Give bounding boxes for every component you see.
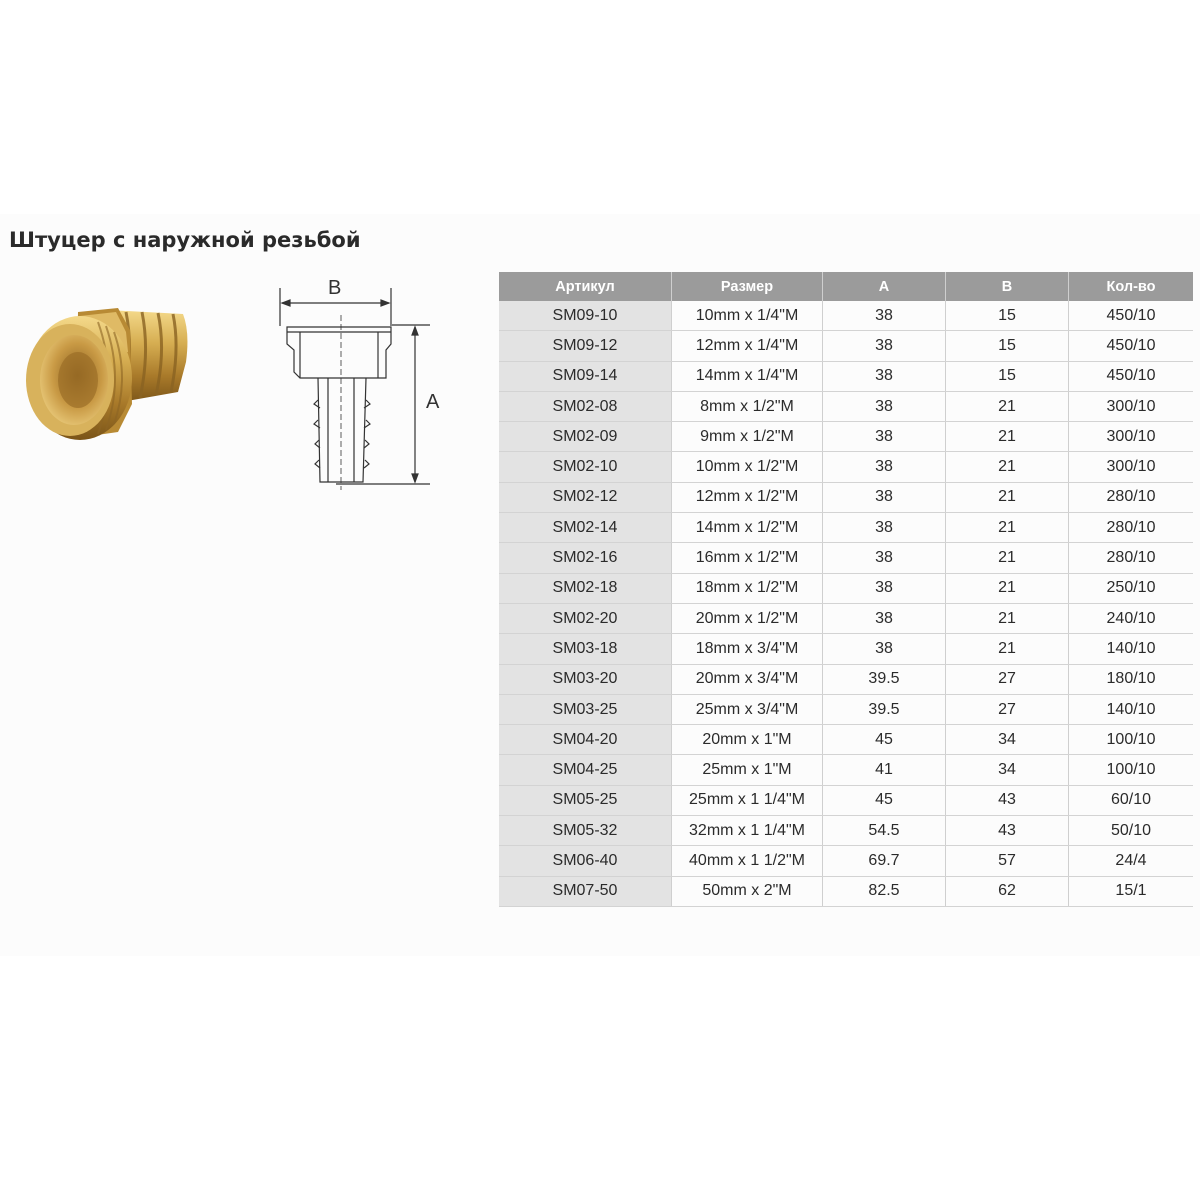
cell-article: SM02-18 <box>499 573 672 603</box>
cell-b: 21 <box>946 634 1069 664</box>
cell-a: 38 <box>823 361 946 391</box>
cell-quantity: 100/10 <box>1069 755 1194 785</box>
cell-quantity: 180/10 <box>1069 664 1194 694</box>
cell-b: 27 <box>946 694 1069 724</box>
table-row <box>499 513 1193 543</box>
cell-b: 21 <box>946 422 1069 452</box>
cell-a: 38 <box>823 543 946 573</box>
cell-a: 38 <box>823 422 946 452</box>
cell-quantity: 15/1 <box>1069 876 1194 906</box>
table-row <box>499 603 1193 633</box>
cell-quantity: 280/10 <box>1069 543 1194 573</box>
cell-article: SM05-32 <box>499 816 672 846</box>
cell-a: 69.7 <box>823 846 946 876</box>
table-row <box>499 422 1193 452</box>
cell-b: 21 <box>946 482 1069 512</box>
cell-b: 21 <box>946 513 1069 543</box>
table-row <box>499 301 1193 331</box>
cell-size: 25mm x 1 1/4"M <box>672 785 823 815</box>
col-header-b: B <box>946 272 1069 301</box>
cell-b: 15 <box>946 331 1069 361</box>
cell-article: SM09-14 <box>499 361 672 391</box>
cell-b: 43 <box>946 785 1069 815</box>
cell-a: 54.5 <box>823 816 946 846</box>
cell-article: SM06-40 <box>499 846 672 876</box>
cell-a: 39.5 <box>823 664 946 694</box>
cell-quantity: 450/10 <box>1069 301 1194 331</box>
cell-a: 38 <box>823 513 946 543</box>
cell-a: 38 <box>823 331 946 361</box>
cell-b: 57 <box>946 846 1069 876</box>
table-row <box>499 482 1193 512</box>
cell-b: 62 <box>946 876 1069 906</box>
cell-size: 8mm x 1/2"M <box>672 391 823 421</box>
table-row <box>499 452 1193 482</box>
cell-size: 10mm x 1/2"M <box>672 452 823 482</box>
cell-article: SM03-20 <box>499 664 672 694</box>
cell-a: 45 <box>823 785 946 815</box>
col-header-article: Артикул <box>499 272 672 301</box>
cell-size: 50mm x 2"M <box>672 876 823 906</box>
cell-size: 16mm x 1/2"M <box>672 543 823 573</box>
cell-a: 38 <box>823 634 946 664</box>
cell-quantity: 140/10 <box>1069 694 1194 724</box>
cell-size: 25mm x 1"M <box>672 755 823 785</box>
cell-article: SM09-12 <box>499 331 672 361</box>
cell-a: 39.5 <box>823 694 946 724</box>
table-row <box>499 694 1193 724</box>
table-row <box>499 573 1193 603</box>
cell-b: 21 <box>946 603 1069 633</box>
cell-article: SM02-10 <box>499 452 672 482</box>
dimension-b-label: B <box>328 277 342 299</box>
cell-quantity: 280/10 <box>1069 513 1194 543</box>
page-title: Штуцер с наружной резьбой <box>9 228 361 252</box>
cell-size: 20mm x 3/4"M <box>672 664 823 694</box>
cell-article: SM02-16 <box>499 543 672 573</box>
cell-quantity: 300/10 <box>1069 422 1194 452</box>
col-header-quantity: Кол-во <box>1069 272 1194 301</box>
cell-quantity: 300/10 <box>1069 452 1194 482</box>
table-body <box>499 301 1193 906</box>
cell-article: SM02-14 <box>499 513 672 543</box>
cell-a: 38 <box>823 452 946 482</box>
cell-article: SM03-25 <box>499 694 672 724</box>
cell-quantity: 50/10 <box>1069 816 1194 846</box>
cell-article: SM04-25 <box>499 755 672 785</box>
cell-b: 27 <box>946 664 1069 694</box>
cell-b: 15 <box>946 361 1069 391</box>
product-photo <box>18 292 193 457</box>
cell-article: SM02-09 <box>499 422 672 452</box>
cell-size: 10mm x 1/4"M <box>672 301 823 331</box>
cell-size: 32mm x 1 1/4"M <box>672 816 823 846</box>
cell-article: SM07-50 <box>499 876 672 906</box>
cell-b: 21 <box>946 391 1069 421</box>
cell-b: 21 <box>946 452 1069 482</box>
cell-a: 41 <box>823 755 946 785</box>
cell-a: 38 <box>823 301 946 331</box>
table-row <box>499 391 1193 421</box>
col-header-size: Размер <box>672 272 823 301</box>
cell-size: 12mm x 1/4"M <box>672 331 823 361</box>
cell-size: 40mm x 1 1/2"M <box>672 846 823 876</box>
cell-b: 34 <box>946 725 1069 755</box>
table-row <box>499 785 1193 815</box>
cell-b: 43 <box>946 816 1069 846</box>
cell-b: 21 <box>946 573 1069 603</box>
cell-quantity: 250/10 <box>1069 573 1194 603</box>
cell-article: SM05-25 <box>499 785 672 815</box>
cell-size: 18mm x 1/2"M <box>672 573 823 603</box>
cell-size: 20mm x 1/2"M <box>672 603 823 633</box>
cell-quantity: 24/4 <box>1069 846 1194 876</box>
cell-article: SM02-08 <box>499 391 672 421</box>
cell-article: SM04-20 <box>499 725 672 755</box>
table-row <box>499 846 1193 876</box>
cell-article: SM02-20 <box>499 603 672 633</box>
table-header-row <box>499 272 1193 301</box>
table-row <box>499 725 1193 755</box>
table-row <box>499 361 1193 391</box>
cell-quantity: 60/10 <box>1069 785 1194 815</box>
cell-a: 82.5 <box>823 876 946 906</box>
table-row <box>499 664 1193 694</box>
cell-article: SM02-12 <box>499 482 672 512</box>
cell-article: SM09-10 <box>499 301 672 331</box>
cell-size: 9mm x 1/2"M <box>672 422 823 452</box>
cell-quantity: 450/10 <box>1069 361 1194 391</box>
cell-quantity: 140/10 <box>1069 634 1194 664</box>
spec-table <box>499 272 1193 907</box>
cell-size: 12mm x 1/2"M <box>672 482 823 512</box>
cell-b: 34 <box>946 755 1069 785</box>
table-row <box>499 331 1193 361</box>
dimension-a-label: A <box>426 391 440 413</box>
cell-quantity: 280/10 <box>1069 482 1194 512</box>
table-row <box>499 543 1193 573</box>
table-row <box>499 876 1193 906</box>
cell-a: 38 <box>823 603 946 633</box>
cell-size: 14mm x 1/4"M <box>672 361 823 391</box>
col-header-a: A <box>823 272 946 301</box>
cell-quantity: 300/10 <box>1069 391 1194 421</box>
cell-size: 25mm x 3/4"M <box>672 694 823 724</box>
cell-b: 15 <box>946 301 1069 331</box>
cell-article: SM03-18 <box>499 634 672 664</box>
cell-size: 20mm x 1"M <box>672 725 823 755</box>
cell-a: 38 <box>823 573 946 603</box>
cell-size: 14mm x 1/2"M <box>672 513 823 543</box>
cell-quantity: 100/10 <box>1069 725 1194 755</box>
cell-a: 38 <box>823 391 946 421</box>
table-row <box>499 755 1193 785</box>
cell-b: 21 <box>946 543 1069 573</box>
cell-a: 38 <box>823 482 946 512</box>
cell-quantity: 450/10 <box>1069 331 1194 361</box>
cell-size: 18mm x 3/4"M <box>672 634 823 664</box>
technical-drawing <box>270 270 460 500</box>
table-row <box>499 816 1193 846</box>
cell-a: 45 <box>823 725 946 755</box>
table-row <box>499 634 1193 664</box>
cell-quantity: 240/10 <box>1069 603 1194 633</box>
